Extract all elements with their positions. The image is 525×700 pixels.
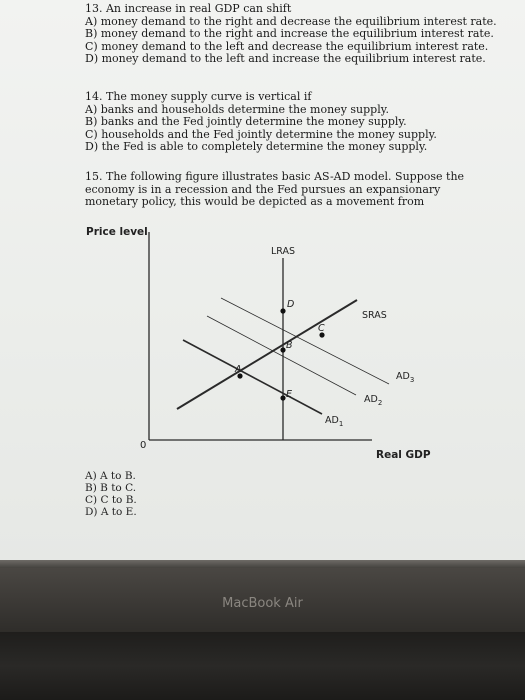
point-a-label: A (235, 364, 242, 375)
answer-d: D) A to E. (85, 506, 137, 518)
ad2-label: $AD_2$ (364, 394, 383, 407)
point-c-label: C (318, 323, 325, 334)
question-14-option-b: B) banks and the Fed jointly determine the money supply. (85, 115, 407, 128)
point-e (280, 395, 285, 400)
question-13-stem: 13. An increase in real GDP can shift (85, 2, 292, 15)
question-13-option-a: A) money demand to the right and decrease the equilibrium interest rate. (85, 14, 497, 28)
answer-choices (85, 470, 137, 518)
ad1-curve (183, 340, 322, 414)
sras-label: SRAS (362, 310, 387, 321)
question-13-option-b: B) money demand to the right and increase the equilibrium interest rate. (85, 27, 494, 40)
point-b-label: B (286, 340, 293, 351)
laptop-brand-label: MacBook Air (222, 596, 303, 611)
question-13-option-c: C) money demand to the left and decrease the equilibrium interest rate. (85, 39, 489, 53)
question-13-option-d: D) money demand to the left and increase the equilibrium interest rate. (85, 52, 486, 65)
laptop-base (0, 632, 525, 700)
x-axis-label: Real GDP (376, 449, 431, 461)
question-15-stem: 15. The following figure illustrates basic AS-AD model. Suppose the economy is in a recession and the Fed pursues an expansionary monetary policy, this would be depicted as a movement from (85, 170, 465, 208)
point-b (280, 347, 285, 352)
question-14-option-c: C) households and the Fed jointly determine the money supply. (85, 127, 437, 141)
answer-c: C) C to B. (85, 494, 137, 506)
lras-label: LRAS (271, 246, 296, 257)
y-axis-label: Price level (86, 226, 148, 238)
answer-a: A) A to B. (85, 470, 136, 482)
question-14-option-a: A) banks and households determine the money supply. (85, 102, 389, 116)
answer-b: B) B to C. (85, 482, 137, 494)
question-14-option-d: D) the Fed is able to completely determine the money supply. (85, 140, 428, 153)
point-d (280, 308, 285, 313)
sras-curve (177, 300, 357, 409)
ad3-label: $AD_3$ (396, 371, 415, 384)
origin-label: 0 (140, 440, 147, 451)
ad1-label: $AD_1$ (325, 415, 344, 428)
point-e-label: E (286, 389, 293, 400)
point-d-label: D (287, 299, 295, 310)
question-14-stem: 14. The money supply curve is vertical if (85, 90, 312, 103)
